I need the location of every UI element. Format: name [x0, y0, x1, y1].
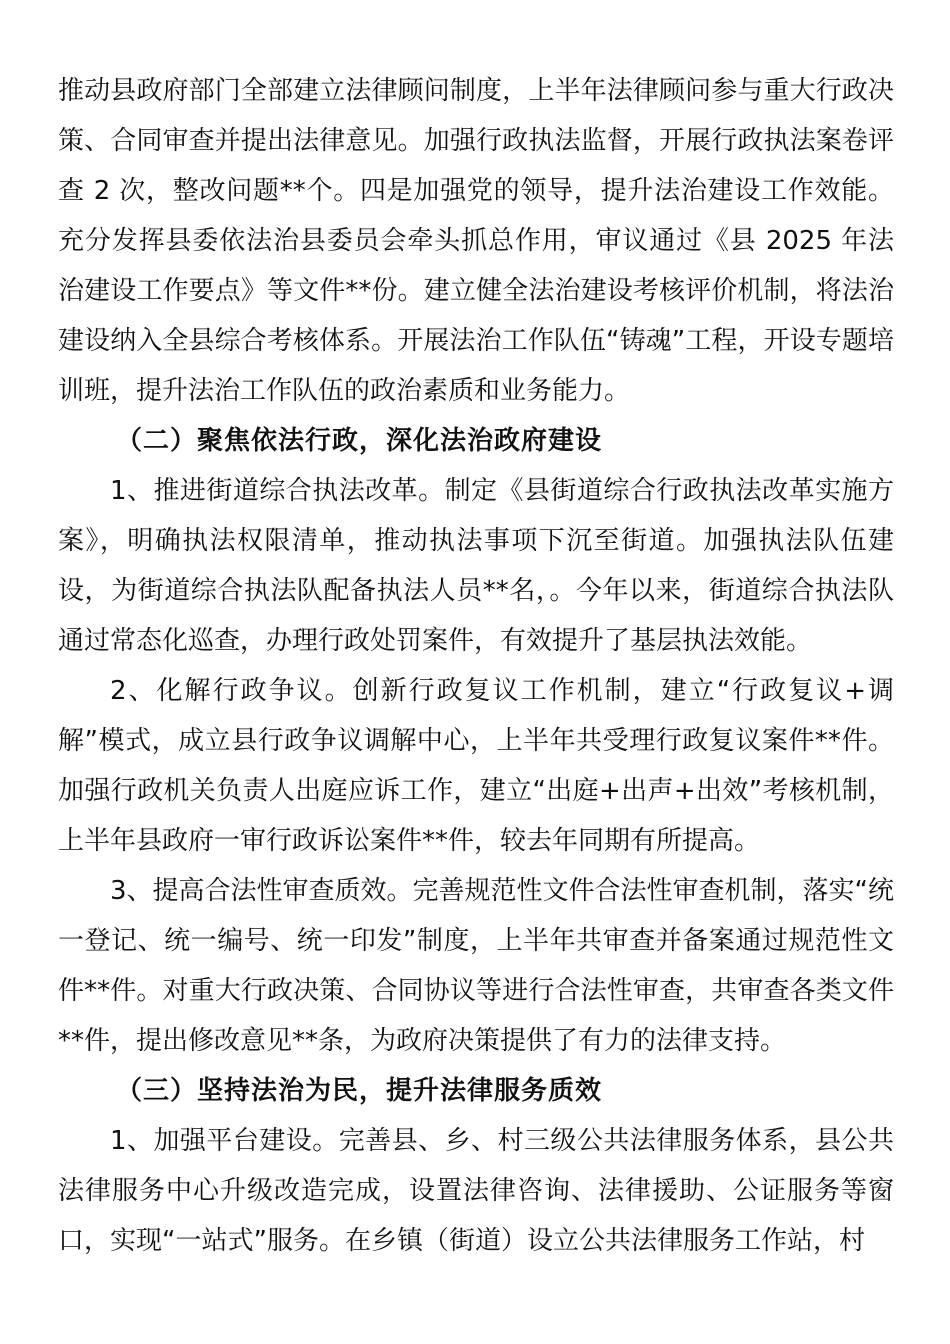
- section2-item-3: 3、提高合法性审查质效。完善规范性文件合法性审查机制，落实“统一登记、统一编号、统一印发”制度，上半年共审查并备案通过规范性文件**件。对重大行政决策、合同协议等进行合法性审查，共审查各类文件**件，提出修改意见**条，为政府决策提供了有力的法律支持。: [58, 876, 895, 1056]
- section2-item-2: 2、化解行政争议。创新行政复议工作机制，建立“行政复议+调解”模式，成立县行政争议调解中心，上半年共受理行政复议案件**件。加强行政机关负责人出庭应诉工作，建立“出庭+出声+出效”考核机制，上半年县政府一审行政诉讼案件**件，较去年同期有所提高。: [58, 676, 894, 856]
- section-heading-2: （二）聚焦依法行政，深化法治政府建设: [116, 426, 603, 456]
- section3-item-1: 1、加强平台建设。完善县、乡、村三级公共法律服务体系，县公共法律服务中心升级改造完成，设置法律咨询、法律援助、公证服务等窗口，实现“一站式”服务。在乡镇（街道）设立公共法律服务工作站，村: [58, 1126, 894, 1256]
- paragraph-law-advisor: 推动县政府部门全部建立法律顾问制度，上半年法律顾问参与重大行政决策、合同审查并提出法律意见。加强行政执法监督，开展行政执法案卷评查 2 次，整改问题**个。四是加强党的领导，提升法治建设工作效能。充分发挥县委依法治县委员会牵头抓总作用，审议通过《县 2025 年法治建设工作要点》等文件**份。建立健全法治建设考核评价机制，将法治建设纳入全县综合考核体系。开展法治工作队伍“铸魂”工程，开设专题培训班，提升法治工作队伍的政治素质和业务能力。: [58, 76, 894, 406]
- section2-item-1: 1、推进街道综合执法改革。制定《县街道综合行政执法改革实施方案》，明确执法权限清单，推动执法事项下沉至街道。加强执法队伍建设，为街道综合执法队配备执法人员**名，。今年以来，街道综合执法队通过常态化巡查，办理行政处罚案件，有效提升了基层执法效能。: [58, 476, 894, 656]
- section-heading-3: （三）坚持法治为民，提升法律服务质效: [116, 1076, 603, 1106]
- document-page: [58, 66, 894, 1266]
